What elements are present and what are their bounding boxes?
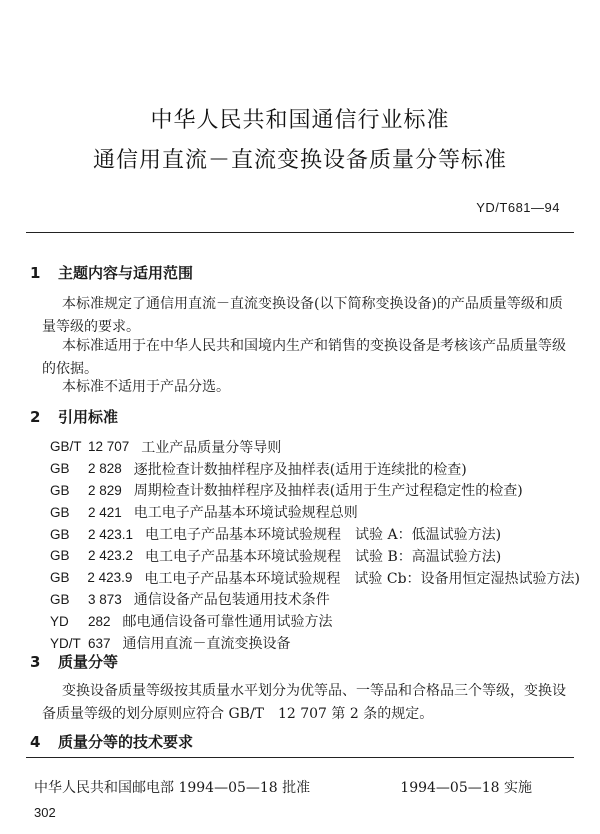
reference-title: 通信用直流－直流变换设备 [122,636,291,653]
reference-code: GB [50,548,70,564]
approval-statement: 中华人民共和国邮电部 1994—05—18 批准 [34,780,311,796]
reference-item [50,589,580,611]
reference-title: 电工电子产品基本环境试验规程 试验 B：高温试验方法) [145,548,502,565]
reference-title: 工业产品质量分等导则 [141,439,282,456]
reference-code: GB [50,482,70,498]
reference-title: 周期检查计数抽样程序及抽样表(适用于生产过程稳定性的检查) [133,483,523,500]
reference-code: GB [50,461,70,477]
reference-list [50,436,580,654]
reference-code: GB/T [50,439,82,455]
reference-number: 282 [88,613,111,629]
reference-code: GB [50,570,70,586]
footer-divider [26,757,574,758]
reference-number: 637 [88,635,111,651]
title-line-1: 中华人民共和国通信行业标准 [150,108,450,133]
reference-code: GB [50,504,70,520]
section-1-title: 主题内容与适用范围 [58,264,194,282]
standard-code: YD/T681—94 [476,200,560,215]
section-1-heading [30,262,193,283]
header-divider [26,232,574,233]
section-4-title: 质量分等的技术要求 [58,733,194,751]
reference-number: 2 828 [88,461,122,477]
page-number: 302 [34,805,56,820]
reference-item [50,436,580,458]
reference-number: 2 421 [88,504,122,520]
reference-title: 电工电子产品基本环境试验规程总则 [133,505,358,522]
reference-item [50,523,580,545]
reference-item [50,632,580,654]
reference-title: 逐批检查计数抽样程序及抽样表(适用于连续批的检查) [133,461,467,478]
section-2-title: 引用标准 [58,408,119,426]
reference-title: 电工电子产品基本环境试验规程 试验 A：低温试验方法) [145,527,502,544]
reference-title: 邮电通信设备可靠性通用试验方法 [122,614,333,631]
section-3-number: 3 [30,653,41,671]
reference-number: 12 707 [88,439,130,455]
reference-code: GB [50,526,70,542]
title-line-2: 通信用直流－直流变换设备质量分等标准 [92,148,507,173]
reference-title: 通信设备产品包装通用技术条件 [133,592,330,609]
implementation-date: 1994—05—18 实施 [400,780,532,796]
section-1-paragraph-3: 本标准不适用于产品分选。 [62,379,230,395]
reference-title: 电工电子产品基本环境试验规程 试验 Cb：设备用恒定湿热试验方法) [144,570,580,587]
reference-item [50,545,580,567]
section-3-title: 质量分等 [58,653,119,671]
reference-number: 2 423.9 [87,570,133,586]
section-1-paragraph-1: 本标准规定了通信用直流－直流变换设备(以下简称变换设备)的产品质量等级和质量等级的要求。 [42,296,563,335]
reference-code: GB [50,591,70,607]
section-4-heading [30,731,193,752]
reference-code: YD/T [50,635,81,651]
reference-number: 2 423.1 [88,526,134,542]
reference-item [50,480,580,502]
section-1-number: 1 [30,264,41,282]
section-4-number: 4 [30,733,41,751]
reference-item [50,458,580,480]
reference-item [50,610,580,632]
reference-item [50,501,580,523]
reference-number: 2 423.2 [88,548,134,564]
section-3-heading [30,651,118,672]
reference-item [50,567,580,589]
reference-number: 3 873 [88,591,122,607]
section-2-heading [30,406,118,427]
reference-code: YD [50,613,69,629]
section-2-number: 2 [30,408,41,426]
reference-number: 2 829 [88,482,122,498]
section-1-paragraph-2: 本标准适用于在中华人民共和国境内生产和销售的变换设备是考核该产品质量等级的依据。 [42,338,566,377]
section-3-paragraph: 变换设备质量等级按其质量水平划分为优等品、一等品和合格品三个等级，变换设备质量等级的划分原则应符合 GB/T 12 707 第 2 条的规定。 [42,683,566,722]
